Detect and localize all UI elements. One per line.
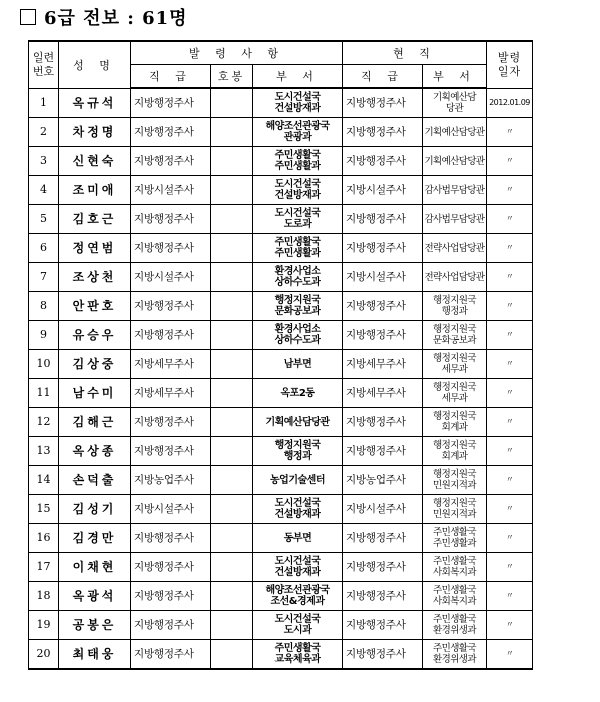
current-rank: 지방행정주사	[343, 205, 423, 234]
issue-date: 〃	[487, 234, 533, 263]
table-row	[29, 379, 533, 408]
new-rank: 지방행정주사	[131, 88, 211, 118]
current-department: 행정지원국 세무과	[423, 350, 487, 379]
header-appointment: 발 령 사 항	[131, 41, 343, 65]
current-department: 기획예산담 당관	[423, 88, 487, 118]
person-name: 정연범	[59, 234, 131, 263]
table-row	[29, 495, 533, 524]
table-row	[29, 640, 533, 670]
new-department: 해양조선관광국 관광과	[253, 118, 343, 147]
salary-step	[211, 88, 253, 118]
person-name: 김호근	[59, 205, 131, 234]
seq-number: 20	[29, 640, 59, 670]
salary-step	[211, 147, 253, 176]
salary-step	[211, 263, 253, 292]
current-rank: 지방행정주사	[343, 640, 423, 670]
current-department: 행정지원국 민원지적과	[423, 466, 487, 495]
issue-date: 〃	[487, 640, 533, 670]
new-department: 농업기술센터	[253, 466, 343, 495]
seq-number: 2	[29, 118, 59, 147]
header-name: 성 명	[59, 41, 131, 88]
current-department: 행정지원국 회계과	[423, 408, 487, 437]
table-row	[29, 147, 533, 176]
new-rank: 지방행정주사	[131, 640, 211, 670]
issue-date: 〃	[487, 205, 533, 234]
person-name: 손덕출	[59, 466, 131, 495]
person-name: 공봉은	[59, 611, 131, 640]
new-rank: 지방시설주사	[131, 495, 211, 524]
new-department: 남부면	[253, 350, 343, 379]
new-department: 환경사업소 상하수도과	[253, 321, 343, 350]
issue-date: 〃	[487, 495, 533, 524]
seq-number: 1	[29, 88, 59, 118]
new-rank: 지방행정주사	[131, 321, 211, 350]
issue-date: 2012.01.09	[487, 88, 533, 118]
new-department: 도시건설국 건설방재과	[253, 176, 343, 205]
table-row	[29, 88, 533, 118]
new-department: 도시건설국 건설방재과	[253, 88, 343, 118]
salary-step	[211, 437, 253, 466]
header-step: 호봉	[211, 65, 253, 89]
person-name: 차정명	[59, 118, 131, 147]
current-rank: 지방세무주사	[343, 379, 423, 408]
table-row	[29, 263, 533, 292]
salary-step	[211, 495, 253, 524]
table-body	[29, 88, 533, 669]
new-department: 주민생활국 주민생활과	[253, 147, 343, 176]
header-seq: 일련 번호	[29, 41, 59, 88]
new-department: 주민생활국 주민생활과	[253, 234, 343, 263]
table-row	[29, 350, 533, 379]
new-department: 도시건설국 건설방재과	[253, 553, 343, 582]
current-rank: 지방행정주사	[343, 292, 423, 321]
current-rank: 지방행정주사	[343, 524, 423, 553]
seq-number: 18	[29, 582, 59, 611]
new-department: 주민생활국 교육체육과	[253, 640, 343, 670]
seq-number: 14	[29, 466, 59, 495]
person-name: 김경만	[59, 524, 131, 553]
table-row	[29, 466, 533, 495]
person-name: 옥광석	[59, 582, 131, 611]
current-rank: 지방행정주사	[343, 582, 423, 611]
seq-number: 16	[29, 524, 59, 553]
new-rank: 지방행정주사	[131, 205, 211, 234]
salary-step	[211, 379, 253, 408]
table-row	[29, 205, 533, 234]
person-name: 안판호	[59, 292, 131, 321]
current-department: 행정지원국 회계과	[423, 437, 487, 466]
current-department: 감사법무담당관	[423, 205, 487, 234]
current-department: 주민생활국 환경위생과	[423, 640, 487, 670]
seq-number: 12	[29, 408, 59, 437]
new-department: 동부면	[253, 524, 343, 553]
issue-date: 〃	[487, 379, 533, 408]
person-name: 이채현	[59, 553, 131, 582]
current-department: 행정지원국 세무과	[423, 379, 487, 408]
seq-number: 3	[29, 147, 59, 176]
current-department: 기획예산담당관	[423, 147, 487, 176]
current-department: 감사법무담당관	[423, 176, 487, 205]
current-department: 행정지원국 문화공보과	[423, 321, 487, 350]
issue-date: 〃	[487, 611, 533, 640]
current-rank: 지방행정주사	[343, 234, 423, 263]
new-department: 행정지원국 행정과	[253, 437, 343, 466]
new-department: 기획예산담당관	[253, 408, 343, 437]
new-rank: 지방행정주사	[131, 292, 211, 321]
new-department: 해양조선관광국 조선&경제과	[253, 582, 343, 611]
current-department: 기획예산담당관	[423, 118, 487, 147]
header-current: 현 직	[343, 41, 487, 65]
new-rank: 지방세무주사	[131, 350, 211, 379]
table-row	[29, 437, 533, 466]
current-department: 행정지원국 행정과	[423, 292, 487, 321]
new-rank: 지방행정주사	[131, 611, 211, 640]
current-department: 주민생활국 주민생활과	[423, 524, 487, 553]
salary-step	[211, 582, 253, 611]
table-row	[29, 524, 533, 553]
issue-date: 〃	[487, 466, 533, 495]
table-row	[29, 118, 533, 147]
person-name: 김상중	[59, 350, 131, 379]
table-header	[29, 41, 533, 88]
current-rank: 지방시설주사	[343, 263, 423, 292]
issue-date: 〃	[487, 350, 533, 379]
seq-number: 8	[29, 292, 59, 321]
page-heading	[20, 6, 188, 32]
header-issue-date: 발령 일자	[487, 41, 533, 88]
salary-step	[211, 408, 253, 437]
current-department: 행정지원국 민원지적과	[423, 495, 487, 524]
salary-step	[211, 466, 253, 495]
table-row	[29, 611, 533, 640]
current-rank: 지방행정주사	[343, 437, 423, 466]
seq-number: 9	[29, 321, 59, 350]
issue-date: 〃	[487, 524, 533, 553]
new-department: 도시건설국 도로과	[253, 205, 343, 234]
person-name: 남수미	[59, 379, 131, 408]
seq-number: 6	[29, 234, 59, 263]
checkbox-square-icon	[20, 9, 36, 25]
new-department: 도시건설국 도시과	[253, 611, 343, 640]
seq-number: 7	[29, 263, 59, 292]
seq-number: 13	[29, 437, 59, 466]
issue-date: 〃	[487, 408, 533, 437]
table-row	[29, 582, 533, 611]
current-rank: 지방행정주사	[343, 408, 423, 437]
seq-number: 15	[29, 495, 59, 524]
seq-number: 17	[29, 553, 59, 582]
current-rank: 지방시설주사	[343, 495, 423, 524]
new-rank: 지방행정주사	[131, 524, 211, 553]
new-rank: 지방행정주사	[131, 118, 211, 147]
current-rank: 지방행정주사	[343, 321, 423, 350]
person-name: 조미애	[59, 176, 131, 205]
new-rank: 지방시설주사	[131, 263, 211, 292]
new-rank: 지방행정주사	[131, 147, 211, 176]
new-rank: 지방행정주사	[131, 582, 211, 611]
issue-date: 〃	[487, 437, 533, 466]
new-department: 옥포2동	[253, 379, 343, 408]
new-rank: 지방행정주사	[131, 234, 211, 263]
current-department: 전략사업담당관	[423, 234, 487, 263]
issue-date: 〃	[487, 553, 533, 582]
salary-step	[211, 118, 253, 147]
new-rank: 지방시설주사	[131, 176, 211, 205]
new-rank: 지방행정주사	[131, 408, 211, 437]
seq-number: 19	[29, 611, 59, 640]
new-rank: 지방행정주사	[131, 437, 211, 466]
current-rank: 지방농업주사	[343, 466, 423, 495]
header-current-dept: 부 서	[423, 65, 487, 89]
new-department: 행정지원국 문화공보과	[253, 292, 343, 321]
person-name: 김해근	[59, 408, 131, 437]
seq-number: 11	[29, 379, 59, 408]
seq-number: 4	[29, 176, 59, 205]
current-department: 전략사업담당관	[423, 263, 487, 292]
header-current-rank: 직 급	[343, 65, 423, 89]
transfer-table	[28, 40, 533, 670]
salary-step	[211, 205, 253, 234]
issue-date: 〃	[487, 292, 533, 321]
current-rank: 지방행정주사	[343, 88, 423, 118]
heading-text: 6급 전보 : 61명	[44, 8, 188, 29]
issue-date: 〃	[487, 582, 533, 611]
header-dept: 부 서	[253, 65, 343, 89]
issue-date: 〃	[487, 321, 533, 350]
current-rank: 지방행정주사	[343, 553, 423, 582]
table-row	[29, 176, 533, 205]
new-rank: 지방행정주사	[131, 553, 211, 582]
seq-number: 10	[29, 350, 59, 379]
current-rank: 지방행정주사	[343, 118, 423, 147]
salary-step	[211, 553, 253, 582]
salary-step	[211, 234, 253, 263]
new-rank: 지방세무주사	[131, 379, 211, 408]
header-rank: 직 급	[131, 65, 211, 89]
salary-step	[211, 611, 253, 640]
current-rank: 지방행정주사	[343, 611, 423, 640]
salary-step	[211, 524, 253, 553]
current-rank: 지방행정주사	[343, 147, 423, 176]
table-row	[29, 408, 533, 437]
person-name: 신현숙	[59, 147, 131, 176]
issue-date: 〃	[487, 263, 533, 292]
salary-step	[211, 176, 253, 205]
person-name: 유승우	[59, 321, 131, 350]
person-name: 옥상종	[59, 437, 131, 466]
person-name: 최태웅	[59, 640, 131, 670]
person-name: 김성기	[59, 495, 131, 524]
new-department: 환경사업소 상하수도과	[253, 263, 343, 292]
new-rank: 지방농업주사	[131, 466, 211, 495]
person-name: 옥규석	[59, 88, 131, 118]
current-rank: 지방세무주사	[343, 350, 423, 379]
current-department: 주민생활국 사회복지과	[423, 553, 487, 582]
person-name: 조상천	[59, 263, 131, 292]
issue-date: 〃	[487, 176, 533, 205]
salary-step	[211, 350, 253, 379]
current-rank: 지방시설주사	[343, 176, 423, 205]
salary-step	[211, 292, 253, 321]
table-row	[29, 553, 533, 582]
issue-date: 〃	[487, 147, 533, 176]
current-department: 주민생활국 사회복지과	[423, 582, 487, 611]
salary-step	[211, 640, 253, 670]
salary-step	[211, 321, 253, 350]
table-row	[29, 321, 533, 350]
new-department: 도시건설국 건설방재과	[253, 495, 343, 524]
table-row	[29, 292, 533, 321]
seq-number: 5	[29, 205, 59, 234]
current-department: 주민생활국 환경위생과	[423, 611, 487, 640]
issue-date: 〃	[487, 118, 533, 147]
table-row	[29, 234, 533, 263]
